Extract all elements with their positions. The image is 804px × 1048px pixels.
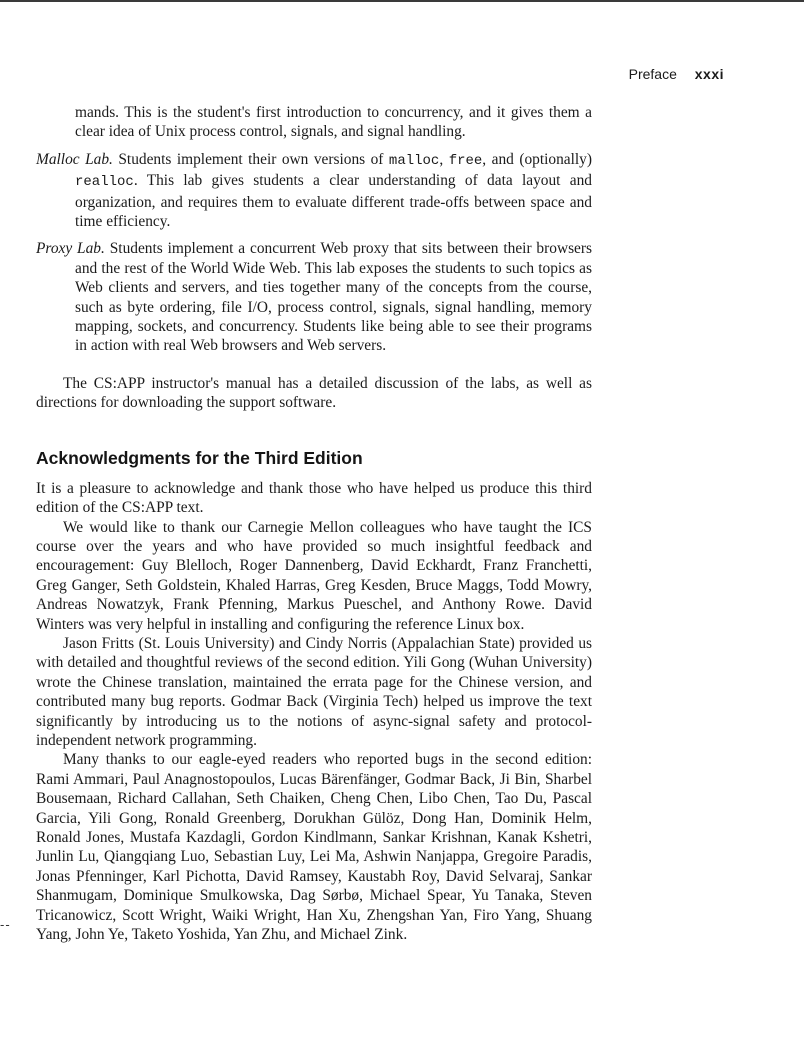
malloc-lab-text: Students implement their own versions of [112,150,389,168]
malloc-lab-name: Malloc Lab. [36,150,113,168]
running-header [629,66,724,82]
malloc-lab-text: . This lab gives students a clear understanding of data layout and organization, and requires them to evaluate different trade-offs between space and time efficiency. [75,172,592,231]
proxy-lab-name: Proxy Lab. [36,240,105,258]
instructor-manual-paragraph: The CS:APP instructor's manual has a detailed discussion of the labs, as well as directions for downloading the support software. [36,374,592,412]
proxy-lab-text: Students implement a concurrent Web proxy that sits between their browsers and the rest of the World Wide Web. This lab exposes the students to such topics as Web clients and servers, and ties together many of the concepts from the course, such as byte ordering, file I/O, process control, signals, signal handling, memory mapping, sockets, and concurrency. Students like being able to see their programs in action with real Web browsers and Web servers. [75,240,593,355]
top-border-rule [0,0,804,2]
page-number: xxxi [694,66,724,82]
running-title: Preface [628,66,677,82]
margin-mark: -- [0,917,11,932]
ack-paragraph: It is a pleasure to acknowledge and thank those who have helped us produce this third edition of the CS:APP text. [36,479,592,517]
malloc-lab-text: , and (optionally) [482,150,592,168]
code-realloc: realloc [75,174,134,191]
shell-lab-continuation: mands. This is the student's first introduction to concurrency, and it gives them a clear idea of Unix process control, signals, and signal handling. [75,104,592,141]
ack-paragraph: Jason Fritts (St. Louis University) and Cindy Norris (Appalachian State) provided us with detailed and thoughtful reviews of the second edition. Yili Gong (Wuhan University) wrote the Chinese translation, maintained the errata page for the Chinese version, and contributed many bug reports. Godmar Back (Virginia Tech) helped us improve the text significantly by introducing us to the notions of async-signal safety and protocol-independent network programming. [36,634,592,749]
section-heading: Acknowledgments for the Third Edition [36,447,363,468]
malloc-lab-entry [36,150,592,232]
ack-paragraph: We would like to thank our Carnegie Mellon colleagues who have taught the ICS course over the years and who have provided so much insightful feedback and encouragement: Guy Blelloch, Roger Dannenberg, David Eckhardt, Franz Franchetti, Greg Ganger, Seth Goldstein, Khaled Harras, Greg Kesden, Bruce Maggs, Todd Mowry, Andreas Nowatzyk, Frank Pfenning, Markus Pueschel, and Anthony Rowe. David Winters was very helpful in installing and configuring the reference Linux box. [36,518,592,633]
code-free: free [448,152,483,169]
malloc-lab-text: , [439,150,449,168]
page-body [36,103,592,944]
ack-paragraph: Many thanks to our eagle-eyed readers who reported bugs in the second edition: Rami Ammari, Paul Anagnostopoulos, Lucas Bärenfänger, Godmar Back, Ji Bin, Sharbel Bousemaan, Richard Callahan, Seth Chaiken, Cheng Chen, Libo Chen, Tao Du, Pascal Garcia, Yili Gong, Ronald Greenberg, Dorukhan Gülöz, Dong Han, Dominik Helm, Ronald Jones, Mustafa Kazdagli, Gordon Kindlmann, Sankar Krishnan, Kanak Kshetri, Junlin Lu, Qiangqiang Luo, Sebastian Luy, Lei Ma, Ashwin Nanjappa, Gregoire Paradis, Jonas Pfenninger, Karl Pichotta, David Ramsey, Kaustabh Roy, David Selvaraj, Sankar Shanmugam, Dominique Smulkowska, Dag Sørbø, Michael Spear, Yu Tanaka, Steven Tricanowicz, Scott Wright, Waiki Wright, Han Xu, Zhengshan Yan, Firo Yang, Shuang Yang, John Ye, Taketo Yoshida, Yan Zhu, and Michael Zink. [36,751,592,944]
code-malloc: malloc [388,152,440,169]
proxy-lab-entry [36,239,592,355]
